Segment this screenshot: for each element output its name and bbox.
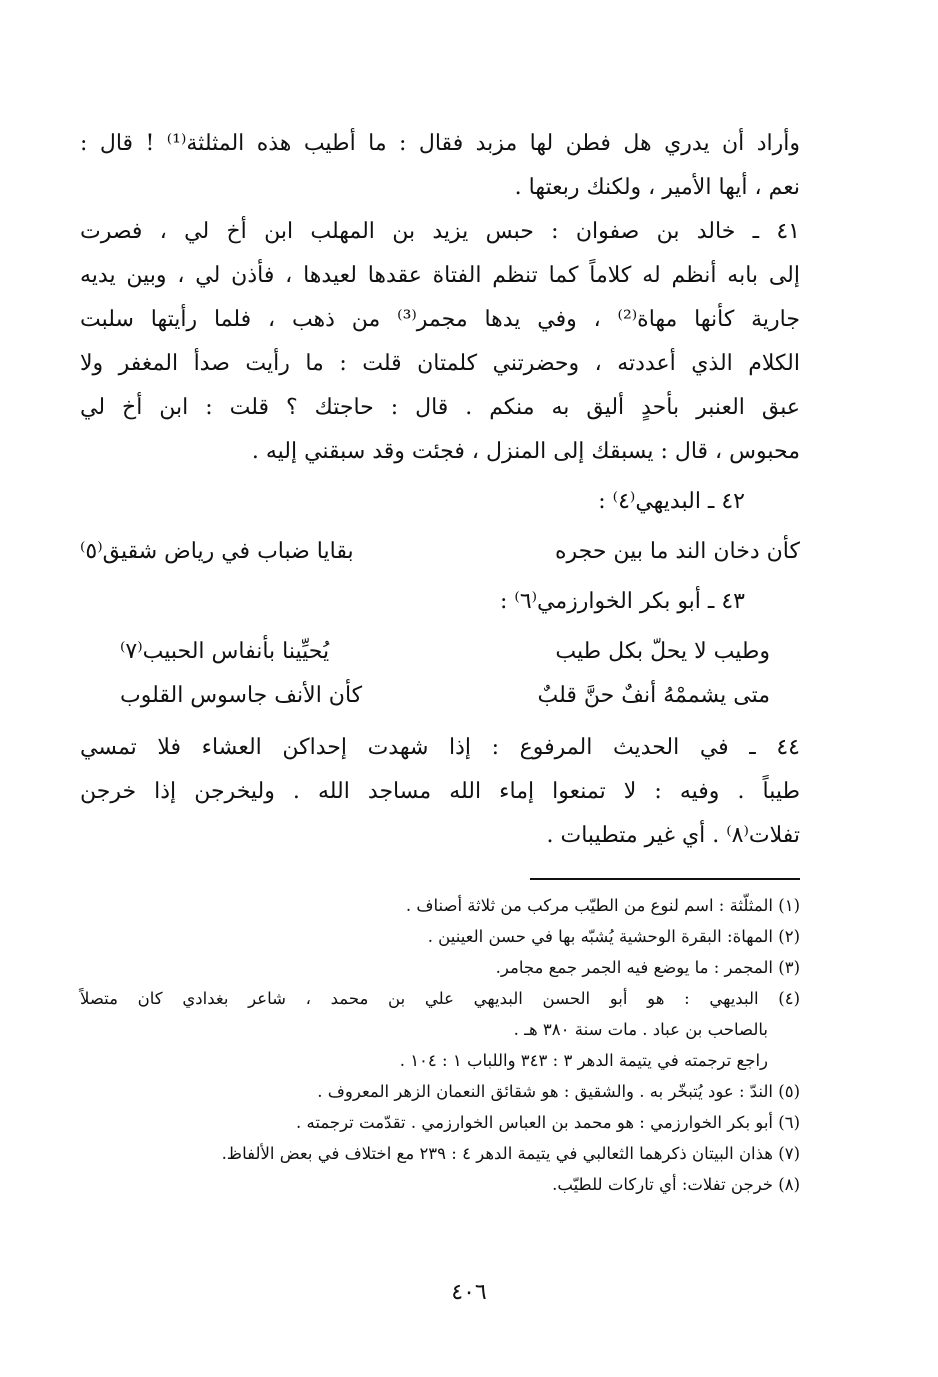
footnote-item: راجع ترجمته في يتيمة الدهر ٣ : ٣٤٣ واللباب ١ : ١٠٤ . — [399, 1051, 768, 1070]
verse-hemistich-first: متى يشممْهُ أنفٌ حنَّ قلبٌ — [537, 683, 770, 708]
footnotes — [80, 890, 800, 1200]
verse-42 — [80, 530, 800, 574]
text-line: ٤١ ـ خالد بن صفوان : حبس يزيد بن المهلب ابن أخ لي ، فصرت — [80, 219, 800, 244]
text-line: الكلام الذي أعددته ، وحضرتني كلمتان قلت : ما رأيت صدأ المغفر ولا — [80, 351, 800, 376]
footnote-item: (٨) خرجن تفلات: أي تاركات للطيّب. — [552, 1175, 800, 1194]
footnote-item: (٦) أبو بكر الخوارزمي : هو محمد بن العباس الخوارزمي . تقدّمت ترجمته . — [296, 1113, 800, 1132]
footnote-item: (٣) المجمر : ما يوضع فيه الجمر جمع مجامر. — [495, 958, 800, 977]
verse-hemistich-second: بقايا ضباب في رياض شقيق⁽٥⁾ — [80, 539, 354, 564]
text-line: جارية كأنها مهاة⁽²⁾ ، وفي يدها مجمر⁽³⁾ من ذهب ، فلما رأيتها سلبت — [80, 307, 800, 332]
text-line: نعم ، أيها الأمير ، ولكنك ربعتها . — [514, 175, 800, 200]
paragraph-intro — [80, 122, 800, 210]
footnote-item: (٥) الندّ : عود يُتبخّر به . والشقيق : هو شقائق النعمان الزهر المعروف . — [317, 1082, 800, 1101]
paragraph-41 — [80, 210, 800, 474]
verse-hemistich-first: وطيب لا يحلّ بكل طيب — [555, 639, 770, 664]
heading-43: ٤٣ ـ أبو بكر الخوارزمي⁽٦⁾ : — [500, 589, 745, 614]
page-number: ٤٠٦ — [451, 1280, 487, 1305]
verse-43-2 — [80, 674, 800, 718]
footnote-item: (٤) البديهي : هو أبو الحسن البديهي علي بن محمد ، شاعر بغدادي كان متصلاً — [80, 989, 800, 1008]
text-line: تفلات⁽٨⁾ . أي غير متطيبات . — [546, 823, 800, 848]
text-line: وأراد أن يدري هل فطن لها مزبد فقال : ما أطيب هذه المثلثة⁽¹⁾ ! قال : — [80, 131, 800, 156]
text-line: ٤٤ ـ في الحديث المرفوع : إذا شهدت إحداكن العشاء فلا تمسي — [80, 735, 800, 760]
text-line: طيباً . وفيه : لا تمنعوا إماء الله مساجد الله . وليخرجن إذا خرجن — [80, 779, 800, 804]
paragraph-44 — [80, 726, 800, 858]
footnote-item: (١) المثلّثة : اسم لنوع من الطيّب مركب من ثلاثة أصناف . — [405, 896, 800, 915]
footnote-item: بالصاحب بن عباد . مات سنة ٣٨٠ هـ . — [513, 1020, 768, 1039]
verse-hemistich-second: يُحيِّينا بأنفاس الحبيب⁽٧⁾ — [120, 639, 330, 664]
verse-hemistich-second: كأن الأنف جاسوس القلوب — [120, 683, 363, 708]
text-line: محبوس ، قال : يسبقك إلى المنزل ، فجئت وقد سبقني إليه . — [251, 439, 800, 464]
heading-42: ٤٢ ـ البديهي⁽٤⁾ : — [598, 489, 745, 514]
text-line: عبق العنبر بأحدٍ أليق به منكم . قال : حاجتك ؟ قلت : ابن أخ لي — [80, 395, 800, 420]
footnote-item: (٧) هذان البيتان ذكرهما الثعالبي في يتيمة الدهر ٤ : ٢٣٩ مع اختلاف في بعض الألفاظ. — [221, 1144, 800, 1163]
page-body — [80, 122, 800, 1200]
verse-hemistich-first: كأن دخان الند ما بين حجره — [554, 539, 800, 564]
footnote-divider — [530, 878, 800, 880]
text-line: إلى بابه أنظم له كلاماً كما تنظم الفتاة عقدها لعيدها ، فأذن لي ، وبين يديه — [80, 263, 800, 288]
footnote-item: (٢) المهاة: البقرة الوحشية يُشبّه بها في حسن العينين . — [427, 927, 800, 946]
verse-43-1 — [80, 630, 800, 674]
